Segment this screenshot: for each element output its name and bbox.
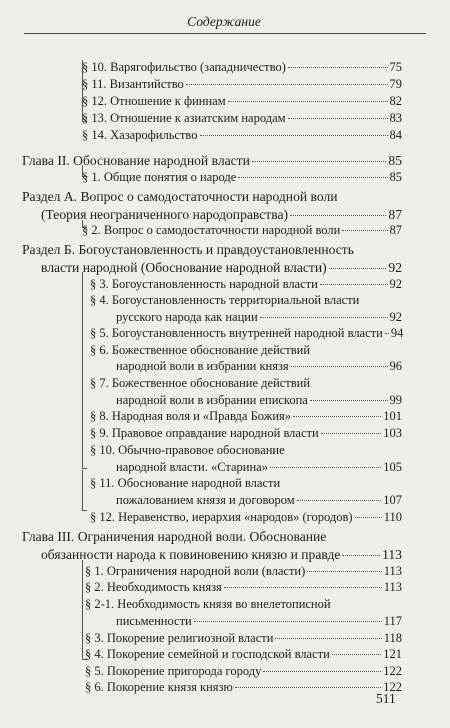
toc-entry: пожалованием князя и договором 107: [116, 493, 402, 507]
toc-entry-line: § 10. Обычно-правовое обоснование: [90, 443, 285, 457]
toc-entry: русского народа как нации 92: [116, 310, 402, 324]
toc-entry: § 12. Неравенство, иерархия «народов» (городов) 110: [90, 510, 402, 524]
toc-entry: § 3. Богоустановленность народной власти 92: [90, 277, 402, 291]
toc-entry: § 3. Покорение религиозной власти 118: [85, 631, 402, 645]
toc-entry: народной власти. «Старина» 105: [116, 460, 402, 474]
toc-entry-line: § 2-1. Необходимость князя во внелетописной: [85, 597, 331, 611]
toc-chapter: Глава II. Обоснование народной власти 85: [22, 153, 402, 168]
toc-entry: § 5. Покорение пригорода городу 122: [85, 664, 402, 678]
toc-entry: § 1. Общие понятия о народе 85: [82, 170, 402, 184]
page-number: 511: [376, 691, 396, 706]
toc-entry: § 2. Вопрос о самодостаточности народной воли 87: [82, 223, 402, 237]
toc-entry: § 12. Отношение к финнам 82: [82, 94, 402, 108]
toc-entry: § 13. Отношение к азиатским народам 83: [82, 111, 402, 125]
toc-section: власти народной (Обоснование народной власти) 92: [41, 260, 402, 275]
toc-section-line: Раздел Б. Богоустановленность и правдоустановленность: [22, 242, 354, 257]
toc-entry: § 11. Византийство 79: [82, 77, 402, 91]
toc-bracket: [82, 470, 87, 511]
toc-chapter-line: Глава III. Ограничения народной воли. Обоснование: [22, 529, 327, 544]
toc-entry: § 14. Хазарофильство 84: [82, 128, 402, 142]
toc-chapter: обязанности народа к повиновению князю и правде 113: [41, 547, 402, 562]
toc-section: (Теория неограниченного народоправства) 87: [41, 207, 402, 222]
toc-section-line: Раздел А. Вопрос о самодостаточности народной воли: [22, 189, 338, 204]
toc-entry: § 4. Покорение семейной и господской власти 121: [85, 647, 402, 661]
toc-entry-line: § 6. Божественное обоснование действий: [90, 343, 311, 357]
header-rule: [24, 33, 426, 34]
toc-entry-line: § 4. Богоустановленность территориальной власти: [90, 293, 360, 307]
toc-entry: § 2. Необходимость князя 113: [85, 580, 402, 594]
toc-entry: § 8. Народная воля и «Правда Божия» 101: [90, 409, 402, 423]
toc-entry-line: § 11. Обоснование народной власти: [90, 476, 281, 490]
toc-entry: § 1. Ограничения народной воли (власти) 113: [85, 564, 402, 578]
toc-bracket: [82, 272, 87, 469]
toc-entry: народной воли в избрании епископа 99: [116, 393, 402, 407]
toc-entry: § 5. Богоустановленность внутренней народной власти 94: [90, 326, 404, 340]
toc-entry: § 6. Покорение князя князю 122: [85, 680, 402, 694]
toc-entry: народной воли в избрании князя 96: [116, 359, 402, 373]
running-header: Содержание: [187, 14, 261, 29]
toc-entry: § 10. Варягофильство (западничество) 75: [82, 60, 402, 74]
toc-entry: § 9. Правовое оправдание народной власти 103: [90, 426, 402, 440]
toc-entry: письменности 117: [116, 614, 402, 628]
toc-entry-line: § 7. Божественное обоснование действий: [90, 376, 311, 390]
